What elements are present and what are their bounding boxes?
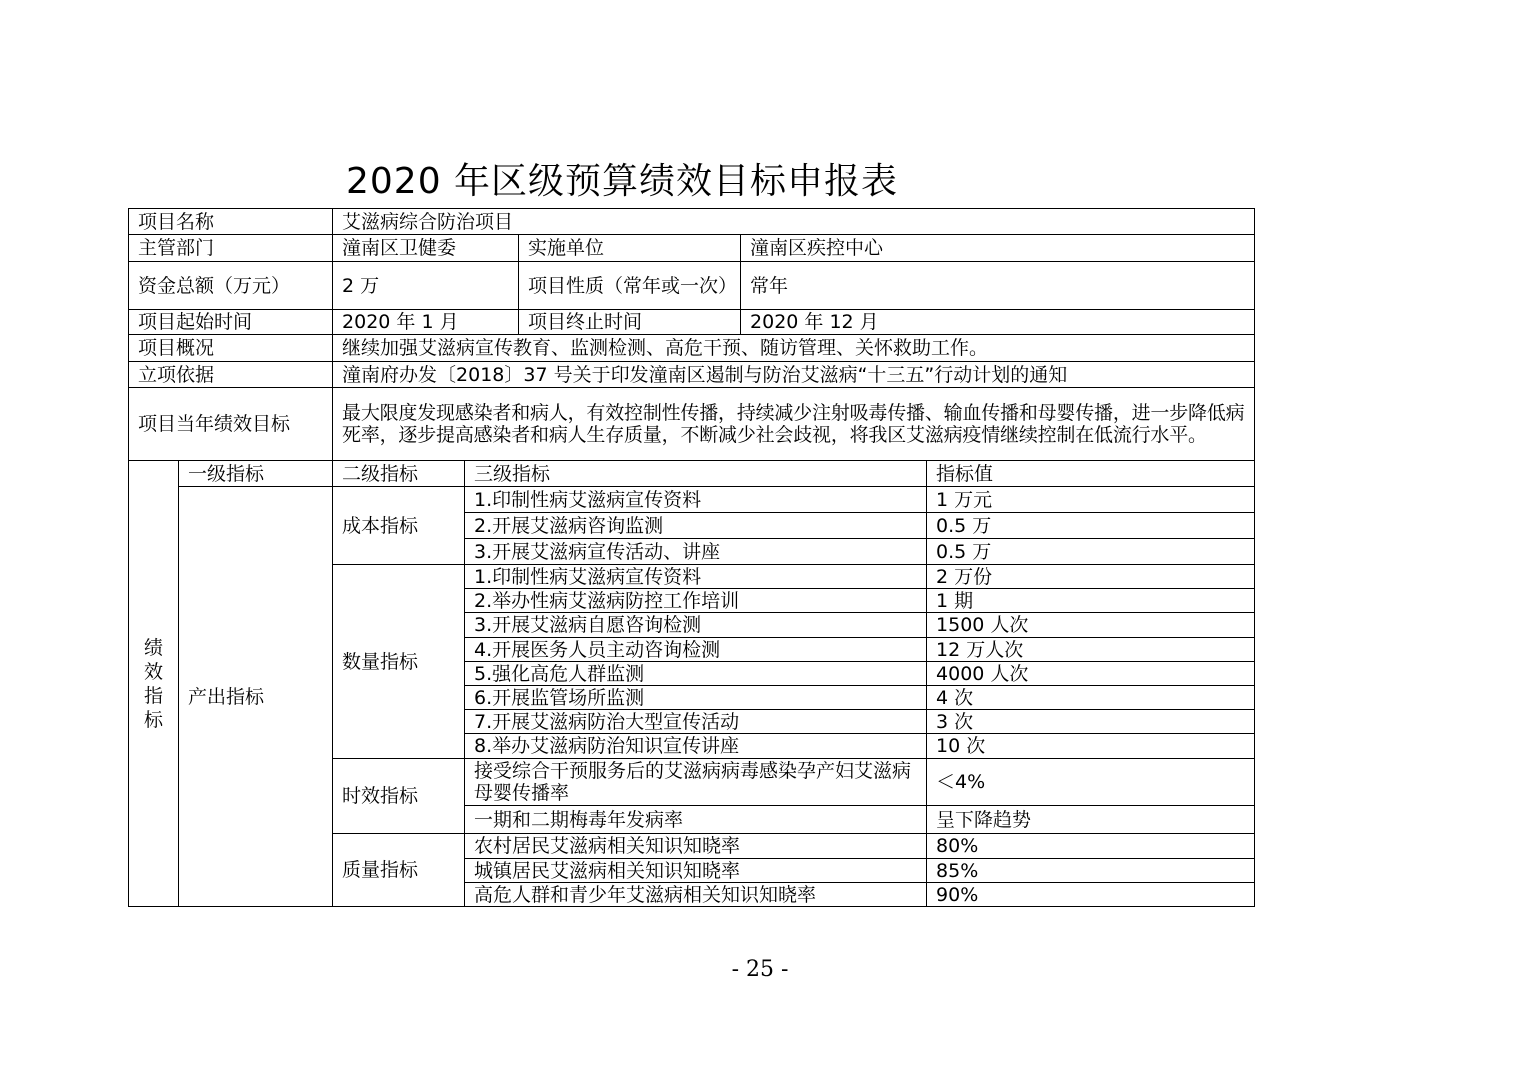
- budget-form: [128, 208, 1254, 907]
- level3-cell: 5.强化高危人群监测: [465, 662, 927, 686]
- page-title: 2020 年区级预算绩效目标申报表: [346, 161, 899, 202]
- level2-timeliness-cell: 时效指标: [333, 759, 465, 834]
- overview-label: 项目概况: [129, 335, 333, 362]
- level3-cell: 高危人群和青少年艾滋病相关知识知晓率: [465, 883, 927, 907]
- project-name-label: 项目名称: [129, 209, 333, 235]
- level2-cost-cell: 成本指标: [333, 487, 465, 565]
- basis-value: 潼南府办发〔2018〕37 号关于印发潼南区遏制与防治艾滋病“十三五”行动计划的通知: [333, 362, 1255, 388]
- level3-cell: 3.开展艾滋病自愿咨询检测: [465, 613, 927, 638]
- value-cell: 0.5 万: [927, 539, 1255, 565]
- level3-cell: 城镇居民艾滋病相关知识知晓率: [465, 859, 927, 883]
- col-value-header: 指标值: [927, 461, 1255, 487]
- level3-cell: 7.开展艾滋病防治大型宣传活动: [465, 710, 927, 734]
- value-cell: 0.5 万: [927, 513, 1255, 539]
- value-cell: 85%: [927, 859, 1255, 883]
- value-cell: 1 期: [927, 589, 1255, 613]
- value-cell: 2 万份: [927, 565, 1255, 589]
- start-value: 2020 年 1 月: [333, 310, 519, 335]
- funds-label: 资金总额（万元）: [129, 262, 333, 310]
- indicator-header-row: [129, 461, 1255, 487]
- dept-value: 潼南区卫健委: [333, 235, 519, 262]
- page-number: - 25 -: [731, 957, 789, 982]
- level3-cell: 2.开展艾滋病咨询监测: [465, 513, 927, 539]
- col-level3-header: 三级指标: [465, 461, 927, 487]
- level3-cell: 1.印制性病艾滋病宣传资料: [465, 487, 927, 513]
- end-value: 2020 年 12 月: [741, 310, 1255, 335]
- value-cell: 4000 人次: [927, 662, 1255, 686]
- start-label: 项目起始时间: [129, 310, 333, 335]
- level2-quality-cell: 质量指标: [333, 834, 465, 907]
- value-cell: 3 次: [927, 710, 1255, 734]
- value-cell: 4 次: [927, 686, 1255, 710]
- level3-cell: 4.开展医务人员主动咨询检测: [465, 638, 927, 662]
- col-level1-header: 一级指标: [179, 461, 333, 487]
- table-row: [129, 487, 1255, 513]
- overview-value: 继续加强艾滋病宣传教育、监测检测、高危干预、随访管理、关怀救助工作。: [333, 335, 1255, 362]
- value-cell: 1500 人次: [927, 613, 1255, 638]
- level3-cell: [465, 759, 927, 806]
- row-department: [129, 235, 1255, 262]
- level3-cell: 6.开展监管场所监测: [465, 686, 927, 710]
- col-level2-header: 二级指标: [333, 461, 465, 487]
- dept-label: 主管部门: [129, 235, 333, 262]
- value-cell: ＜4%: [927, 759, 1255, 806]
- level3-text: 接受综合干预服务后的艾滋病病毒感染孕产妇艾滋病母婴传播率: [474, 760, 912, 804]
- value-cell: 90%: [927, 883, 1255, 907]
- nature-label: 项目性质（常年或一次）: [519, 262, 741, 310]
- funds-value: 2 万: [333, 262, 519, 310]
- section-label-cell: [129, 461, 179, 907]
- row-goal: [129, 388, 1255, 461]
- unit-label: 实施单位: [519, 235, 741, 262]
- end-label: 项目终止时间: [519, 310, 741, 335]
- level2-quantity-cell: 数量指标: [333, 565, 465, 759]
- level3-cell: 1.印制性病艾滋病宣传资料: [465, 565, 927, 589]
- goal-value: 最大限度发现感染者和病人，有效控制性传播，持续减少注射吸毒传播、输血传播和母婴传播，进一步降低病死率，逐步提高感染者和病人生存质量，不断减少社会歧视，将我区艾滋病疫情继续控制在低流行水平。: [333, 388, 1255, 461]
- section-label: 绩效指标: [143, 636, 163, 731]
- basis-label: 立项依据: [129, 362, 333, 388]
- value-cell: 80%: [927, 834, 1255, 859]
- level3-cell: 农村居民艾滋病相关知识知晓率: [465, 834, 927, 859]
- value-cell: 12 万人次: [927, 638, 1255, 662]
- value-cell: 呈下降趋势: [927, 806, 1255, 834]
- level3-cell: 8.举办艾滋病防治知识宣传讲座: [465, 734, 927, 759]
- row-dates: [129, 310, 1255, 335]
- value-cell: 1 万元: [927, 487, 1255, 513]
- nature-value: 常年: [741, 262, 1255, 310]
- goal-label: 项目当年绩效目标: [129, 388, 333, 461]
- row-funds: [129, 262, 1255, 310]
- level3-cell: 一期和二期梅毒年发病率: [465, 806, 927, 834]
- level1-output-cell: 产出指标: [179, 487, 333, 907]
- value-cell: 10 次: [927, 734, 1255, 759]
- level3-cell: 2.举办性病艾滋病防控工作培训: [465, 589, 927, 613]
- level3-cell: 3.开展艾滋病宣传活动、讲座: [465, 539, 927, 565]
- project-name-value: 艾滋病综合防治项目: [333, 209, 1255, 235]
- budget-table: [128, 208, 1255, 907]
- row-project-name: [129, 209, 1255, 235]
- row-overview: [129, 335, 1255, 362]
- row-basis: [129, 362, 1255, 388]
- unit-value: 潼南区疾控中心: [741, 235, 1255, 262]
